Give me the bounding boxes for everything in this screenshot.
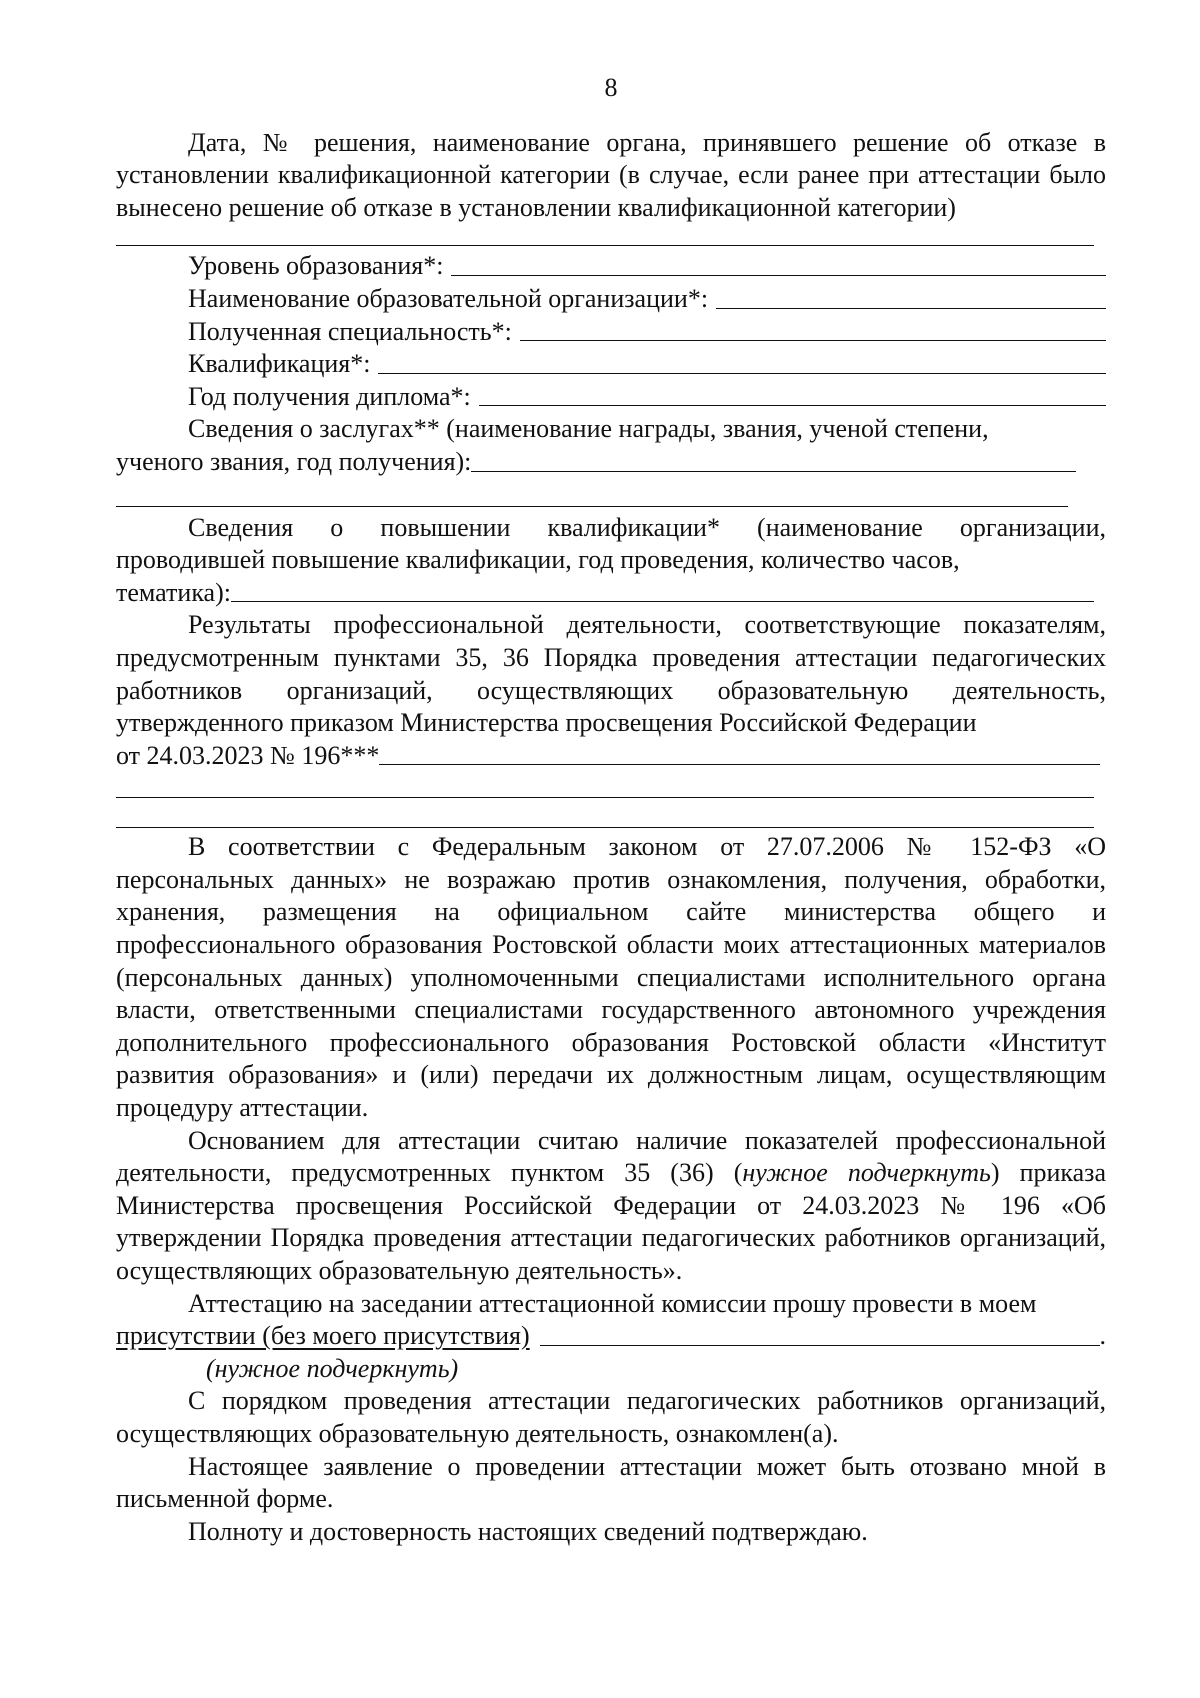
qualification-blank[interactable] <box>378 372 1106 374</box>
basis-italic-note: нужное подчеркнуть <box>742 1158 991 1188</box>
basis-paragraph <box>116 1125 1106 1288</box>
presence-blank[interactable] <box>540 1344 1100 1346</box>
org-name-field <box>116 283 1106 316</box>
page-number: 8 <box>604 73 618 102</box>
org-name-label: Наименование образовательной организации*: <box>188 283 709 313</box>
basis-text-2: ) приказа Министерства просвещения Российской Федерации от 24.03.2023 № 196 «Об утверждении Порядка проведения аттестации педагогических работников организаций, осуществляющих образовательную деятельность». <box>116 1158 1106 1285</box>
results-label: от 24.03.2023 № 196*** <box>116 740 380 770</box>
confirm-paragraph: Полноту и достоверность настоящих сведений подтверждаю. <box>188 1516 868 1546</box>
revocation-paragraph: Настоящее заявление о проведении аттестации может быть отозвано мной в письменной форме. <box>116 1451 1106 1514</box>
results-text: Результаты профессиональной деятельности, соответствующие показателям, предусмотренным пунктами 35, 36 Порядка проведения аттестации педагогических работников организаций, осуществляющих образовательную деятельность, утвержденного приказом Министерства просвещения Российской Федерации <box>116 610 1106 738</box>
refusal-blank-line <box>116 244 1094 246</box>
qualification-field <box>116 348 1106 381</box>
merits-label: ученого звания, год получения): <box>116 446 472 476</box>
education-level-blank[interactable] <box>451 274 1106 276</box>
training-field <box>116 577 1106 610</box>
training-text: Сведения о повышении квалификации* (наименование организации, проводившей повышение квалификации, год проведения, количество часов, <box>116 512 1106 575</box>
training-blank[interactable] <box>231 600 1094 602</box>
diploma-year-blank[interactable] <box>479 404 1106 406</box>
results-field <box>116 740 1106 773</box>
results-blank-line-2 <box>116 796 1094 798</box>
specialty-label: Полученная специальность*: <box>188 316 512 346</box>
diploma-year-label: Год получения диплома*: <box>188 381 471 411</box>
merits-blank[interactable] <box>471 470 1076 472</box>
presence-text: Аттестацию на заседании аттестационной комиссии прошу провести в моем <box>188 1288 1037 1318</box>
merits-field <box>116 446 1106 479</box>
specialty-field <box>116 316 1106 349</box>
refusal-paragraph: Дата, № решения, наименование органа, принявшего решение об отказе в установлении квалификационной категории (в случае, если ранее при аттестации было вынесено решение об отказе в установлении квалификационной категории) <box>116 127 1106 222</box>
presence-underlined-option[interactable]: присутствии (без моего присутствия) <box>116 1321 530 1351</box>
qualification-label: Квалификация*: <box>188 349 371 379</box>
merits-blank-line-2 <box>116 505 1068 507</box>
diploma-year-field <box>116 381 1106 414</box>
basis-text-1: Основанием для аттестации считаю наличие показателей профессиональной деятельности, предусмотренных пунктом 35 (36) ( <box>116 1125 1106 1188</box>
merits-text: Сведения о заслугах** (наименование награды, звания, ученой степени, <box>188 414 989 444</box>
presence-note: (нужное подчеркнуть) <box>206 1353 459 1383</box>
specialty-blank[interactable] <box>520 339 1106 341</box>
presence-period: . <box>1099 1321 1106 1351</box>
acquainted-paragraph: С порядком проведения аттестации педагогических работников организаций, осуществляющих образовательную деятельность, ознакомлен(а). <box>116 1386 1106 1448</box>
results-blank[interactable] <box>379 763 1100 765</box>
org-name-blank[interactable] <box>716 307 1106 309</box>
consent-paragraph: В соответствии с Федеральным законом от 27.07.2006 № 152-ФЗ «О персональных данных» не возражаю против ознакомления, получения, обработки, хранения, размещения на официальном сайте министерства общего и профессионального образования Ростовской области моих аттестационных материалов (персональных данных) уполномоченными специалистами исполнительного органа власти, ответственными специалистами государственного автономного учреждения дополнительного профессионального образования Ростовской области «Институт развития образования» и (или) передачи их должностным лицам, осуществляющим процедуру аттестации. <box>116 832 1106 1123</box>
education-level-label: Уровень образования*: <box>188 251 444 281</box>
training-label: тематика): <box>116 577 231 607</box>
results-blank-line-3 <box>116 826 1094 828</box>
presence-field <box>116 1320 1106 1353</box>
education-level-field <box>116 250 1106 283</box>
